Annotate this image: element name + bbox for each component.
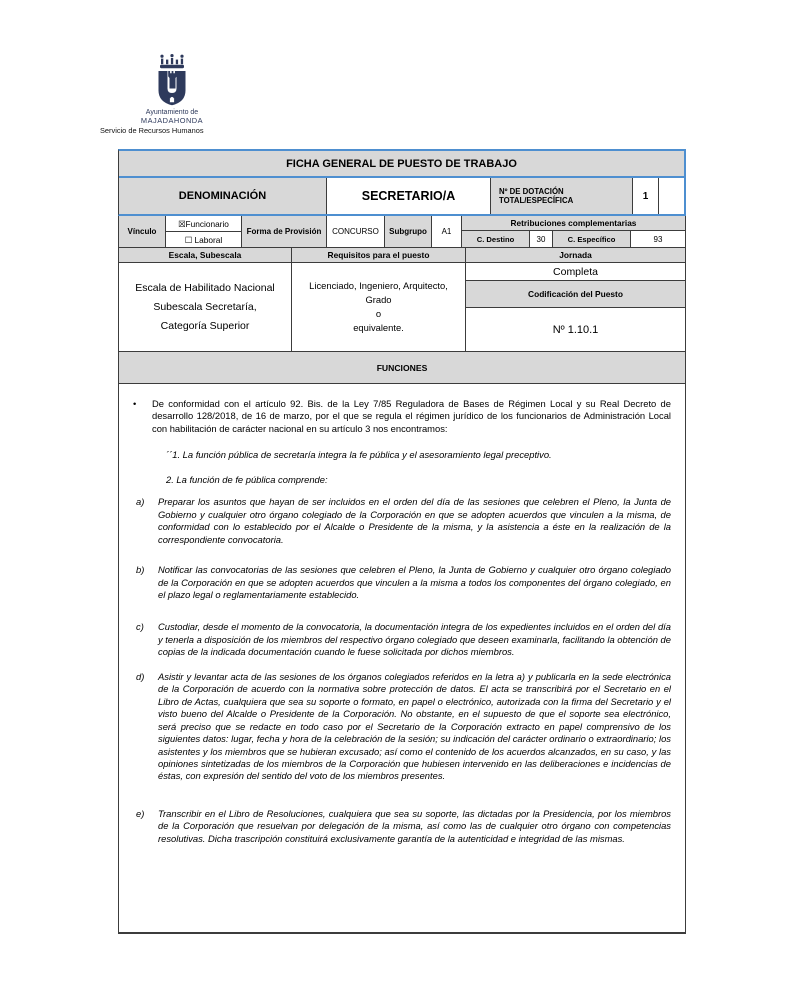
laboral-option xyxy=(166,232,241,247)
org-name-line1: Ayuntamiento de xyxy=(145,109,199,116)
c-destino-label: C. Destino xyxy=(462,231,530,247)
funciones-intro xyxy=(133,398,671,435)
denominacion-label: DENOMINACIÓN xyxy=(119,178,327,214)
item-letter: b) xyxy=(136,564,145,576)
funcionario-label: Funcionario xyxy=(185,218,229,229)
funciones-quote-2: 2. La función de fe pública comprende: xyxy=(166,473,328,485)
forma-provision-value: CONCURSO xyxy=(327,216,385,247)
escala-value xyxy=(119,263,292,351)
checkbox-checked-icon: ☒ xyxy=(178,218,186,229)
item-text: Asistir y levantar acta de las sesiones de los órganos colegiados referidos en la letra a) y publicarla en la sede electrónica de la Corporación de acuerdo con la normativa sobre protección de datos. El acta se transcribirá por el Secretario en el Libro de Actas, cualquiera que sea su soporte o formato, en papel o electrónico, autorizada con la firma del Secretario y el visto bueno del Alcalde o Presidente de la Corporación. No obstante, en el supuesto de que el soporte sea electrónico, será preciso que se redacte en todo caso por el Secretario de la Corporación extracto en papel comprensivo de los siguientes datos: lugar, fecha y hora de la celebración de la sesión; su indicación del carácter ordinario o extraordinario; los asistentes y los miembros que se hubieran excusado; así como el contenido de los acuerdos alcanzados, en su caso, y las opiniones sintetizadas de los miembros de la Corporación que hubiesen intervenido en las deliberaciones e incidencias de éstas, con expresión del sentido del voto de los miembros presentes. xyxy=(158,670,671,782)
checkbox-empty-icon: ☐ xyxy=(184,234,193,245)
funciones-intro-text: De conformidad con el artículo 92. Bis. de la Ley 7/85 Reguladora de Bases de Régimen Local y su Real Decreto de desarrollo 128/2018, de 16 de marzo, por el que se regula el régimen jurídico de los funcionarios de Administración Local con habilitación de carácter nacional en su artículo 3 nos encontramos: xyxy=(152,398,671,434)
requisitos-line1: Licenciado, Ingeniero, Arquitecto, Grado xyxy=(309,280,448,305)
subgrupo-value: A1 xyxy=(432,216,462,247)
jornada-header: Jornada xyxy=(559,250,592,260)
escala-line3: Categoría Superior xyxy=(160,319,250,332)
funciones-quote-1: ´´1. La función pública de secretaría integra la fe pública y el asesoramiento legal preceptivo. xyxy=(166,449,552,461)
department-label: Servicio de Recursos Humanos xyxy=(100,126,204,135)
laboral-label: Laboral xyxy=(194,234,223,245)
denominacion-value: SECRETARIO/A xyxy=(327,178,491,214)
dotacion-label-line2: TOTAL/ESPECÍFICA xyxy=(499,196,574,205)
denominacion-row xyxy=(119,178,684,214)
bullet-icon: • xyxy=(133,398,137,409)
escala-line1: Escala de Habilitado Nacional xyxy=(135,281,275,294)
requisitos-line3: equivalente. xyxy=(353,322,404,333)
requisitos-value xyxy=(292,263,466,351)
org-name-line2: MAJADAHONDA xyxy=(140,116,204,125)
form-title: FICHA GENERAL DE PUESTO DE TRABAJO xyxy=(119,151,684,178)
c-especifico-label: C. Específico xyxy=(553,231,631,247)
item-letter: d) xyxy=(136,670,145,682)
job-sheet-table xyxy=(118,149,686,934)
dotacion-value: 1 xyxy=(633,178,659,214)
requisitos-header: Requisitos para el puesto xyxy=(292,248,466,262)
funciones-item-e xyxy=(133,808,671,845)
forma-provision-label: Forma de Provisión xyxy=(242,216,327,247)
retribuciones-label: Retribuciones complementarias xyxy=(462,216,685,231)
funciones-block xyxy=(118,352,686,934)
item-text: Notificar las convocatorias de las sesiones que celebren el Pleno, la Junta de Gobierno y cualquier otro órgano colegiado de la Corporación en que se adopten acuerdos que vinculen a la misma a todos los componentes del órgano colegiado, en el plazo legal o reglamentariamente establecido. xyxy=(158,564,671,600)
vinculo-label: Vínculo xyxy=(119,216,166,247)
c-especifico-value: 93 xyxy=(653,234,663,244)
jornada-value: Completa xyxy=(466,263,685,281)
section-content-row xyxy=(118,263,686,352)
funciones-title: FUNCIONES xyxy=(119,352,685,384)
item-text: Preparar los asuntos que hayan de ser incluidos en el orden del día de las sesiones que celebren el Pleno, la Junta de Gobierno y cualquier otro órgano colegiado de la Corporación en que se adopten acuerdos que vinculen a la misma, de conformidad con lo establecido por el Alcalde o Presidente de la misma, y la asistencia a éste en la realización de la correspondiente convocatoria. xyxy=(158,496,671,545)
item-text: Custodiar, desde el momento de la convocatoria, la documentación integra de los expedientes incluidos en el orden del día y tenerla a disposición de los miembros del respectivo órgano colegiado que deseen examinarla, facilitando la obtención de copias de la indicada documentación cuando le fuese solicitada por dichos miembros. xyxy=(158,621,671,658)
dotacion-label-line1: Nº DE DOTACIÓN xyxy=(499,186,564,196)
retribuciones-block xyxy=(462,216,685,247)
form-header-block xyxy=(118,149,686,216)
funcionario-option xyxy=(166,216,241,232)
vinculo-row xyxy=(118,216,686,248)
item-letter: a) xyxy=(136,496,145,508)
funciones-item-a xyxy=(133,496,671,546)
item-letter: e) xyxy=(136,807,145,819)
item-letter: c) xyxy=(136,621,144,633)
escala-header: Escala, Subescala xyxy=(119,248,292,262)
subgrupo-label: Subgrupo xyxy=(385,216,432,247)
dotacion-label xyxy=(491,178,633,214)
requisitos-line2: o xyxy=(375,308,382,319)
item-text: Transcribir en el Libro de Resoluciones, cualquiera que sea su soporte, las dictadas por la Presidencia, por los miembros de la Corporación que resuelvan por delegación de la misma, así como las de cualquier otro órgano con competencias resolutivas. Dicha trascripción constituirá exclusivamente garantía de la autenticidad e integridad de las mismas. xyxy=(158,807,671,844)
majadahonda-crest-icon xyxy=(156,54,188,106)
c-destino-value: 30 xyxy=(530,231,553,247)
funciones-item-b xyxy=(133,564,671,601)
vinculo-options xyxy=(166,216,242,247)
funciones-item-d xyxy=(133,671,671,783)
codificacion-value: Nº 1.10.1 xyxy=(552,323,599,336)
retribuciones-values xyxy=(462,231,685,247)
funciones-body xyxy=(119,384,685,932)
jornada-codificacion-block xyxy=(466,263,685,351)
funciones-item-c xyxy=(133,621,671,658)
codificacion-label: Codificación del Puesto xyxy=(466,281,685,308)
section-headers-row xyxy=(118,248,686,263)
dotacion-empty-cell xyxy=(659,178,684,214)
ayuntamiento-logo xyxy=(126,54,218,125)
escala-line2: Subescala Secretaría, xyxy=(153,300,257,313)
